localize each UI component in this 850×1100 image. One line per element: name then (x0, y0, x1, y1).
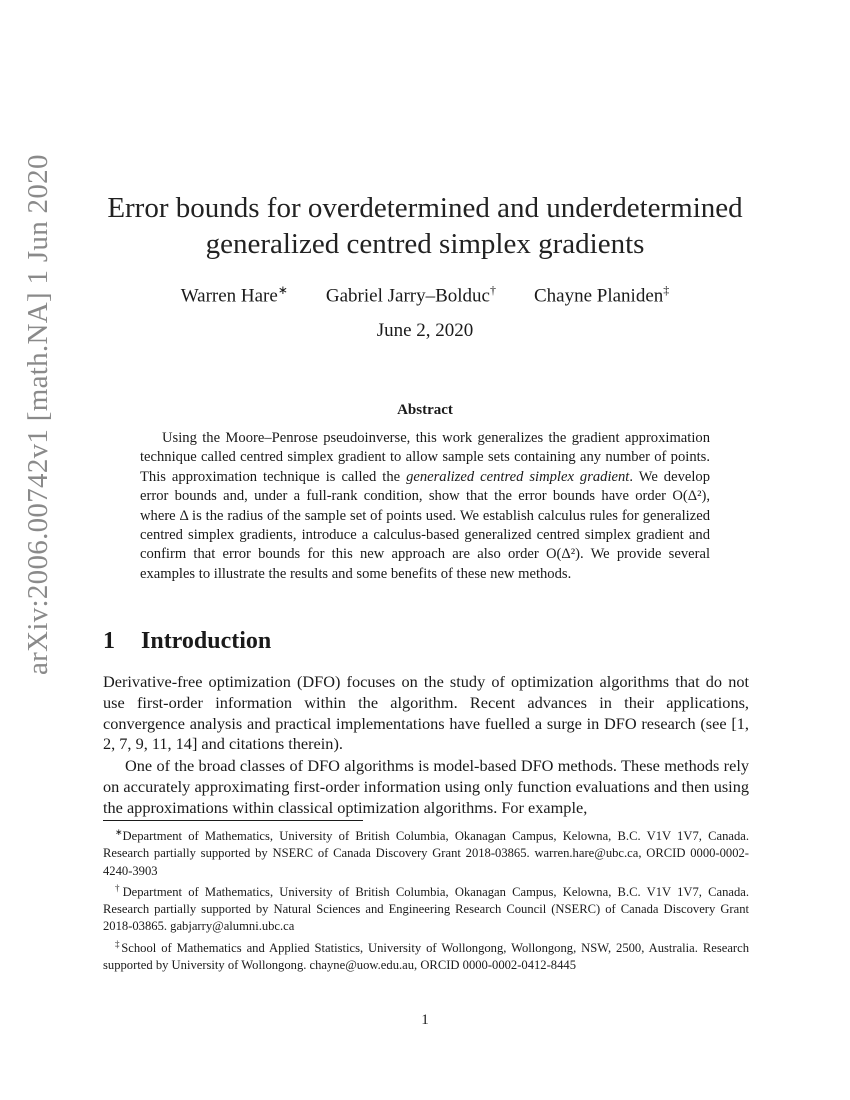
footnote-mark: ∗ (115, 827, 123, 837)
footnote-1 (103, 824, 749, 880)
author-mark: ‡ (663, 283, 670, 297)
footnote-text: Department of Mathematics, University of British Columbia, Okanagan Campus, Kelowna, B.C. V1V 1V7, Canada. Research partially supported by Natural Sciences and Engineering Research Council (NSERC) of Canada Discovery Grant 2018-03865. gabjarry@alumni.ubc.ca (103, 884, 750, 934)
section-number: 1 (103, 628, 115, 654)
author-name: Chayne Planiden (533, 285, 664, 307)
title-line-2: generalized centred simplex gradients (205, 228, 645, 260)
page-number: 1 (421, 1012, 429, 1028)
footnote-3 (103, 936, 749, 975)
author-2 (326, 283, 496, 307)
section-heading (103, 628, 271, 655)
paragraph-1: Derivative-free optimization (DFO) focuses on the study of optimization algorithms that do not use first-order information within the algorithm. Recent advances in their applications, convergence analysis and practical implementations have fuelled a surge in DFO research (see [1, 2, 7, 9, 11, 14] and citations therein). (103, 672, 749, 754)
author-mark: ∗ (277, 283, 288, 297)
abstract-text-italic: generalized centred simplex gradient (406, 468, 630, 485)
footnote-mark: † (115, 882, 123, 893)
footnote-2 (103, 880, 749, 936)
paragraph-2: One of the broad classes of DFO algorithms is model-based DFO methods. These methods rely on accurately approximating first-order information using only function evaluations and then using the approximations within classical optimization algorithms. For example, (103, 756, 749, 817)
footnote-rule (103, 820, 363, 821)
abstract-heading: Abstract (397, 402, 453, 418)
abstract-text-a: Using the Moore–Penrose pseudoinverse, this work generalizes the gradient approximation technique called centred simplex gradient to allow sample sets containing any number of points. This approximation technique is called the (140, 430, 710, 485)
abstract-text-b: . We develop error bounds and, under a full-rank condition, show that the error bounds have order O(Δ²), where Δ is the radius of the sample set of points used. We establish calculus rules for generalized centred simplex gradients, introduce a calculus-based generalized centred simplex gradient and confirm that error bounds for this new approach are also order O(Δ²). We provide several examples to illustrate the results and some benefits of these new methods. (140, 468, 710, 582)
abstract-body (140, 429, 710, 584)
author-mark: † (489, 283, 496, 297)
footnote-text: School of Mathematics and Applied Statistics, University of Wollongong, Wollongong, NSW, 2500, Australia. Research supported by University of Wollongong. chayne@uow.edu.au, ORCID 0000-0002-0412-8445 (103, 940, 749, 972)
footnote-text: Department of Mathematics, University of British Columbia, Okanagan Campus, Kelowna, B.C. V1V 1V7, Canada. Research partially supported by NSERC of Canada Discovery Grant 2018-03865. warren.hare@ubc.ca, ORCID 0000-0002-4240-3903 (103, 829, 749, 878)
title-line-1: Error bounds for overdetermined and underdetermined (107, 192, 743, 224)
paper-date: June 2, 2020 (376, 320, 474, 341)
author-name: Gabriel Jarry–Bolduc (325, 285, 490, 307)
section-title: Introduction (141, 628, 272, 654)
paper-title (0, 190, 850, 262)
author-1 (181, 283, 288, 307)
author-list (0, 283, 850, 307)
author-name: Warren Hare (180, 285, 278, 307)
author-3 (534, 283, 669, 307)
footnote-mark: ‡ (115, 938, 122, 949)
arxiv-stamp: arXiv:2006.00742v1 [math.NA] 1 Jun 2020 (22, 154, 54, 675)
footnotes (103, 824, 749, 974)
